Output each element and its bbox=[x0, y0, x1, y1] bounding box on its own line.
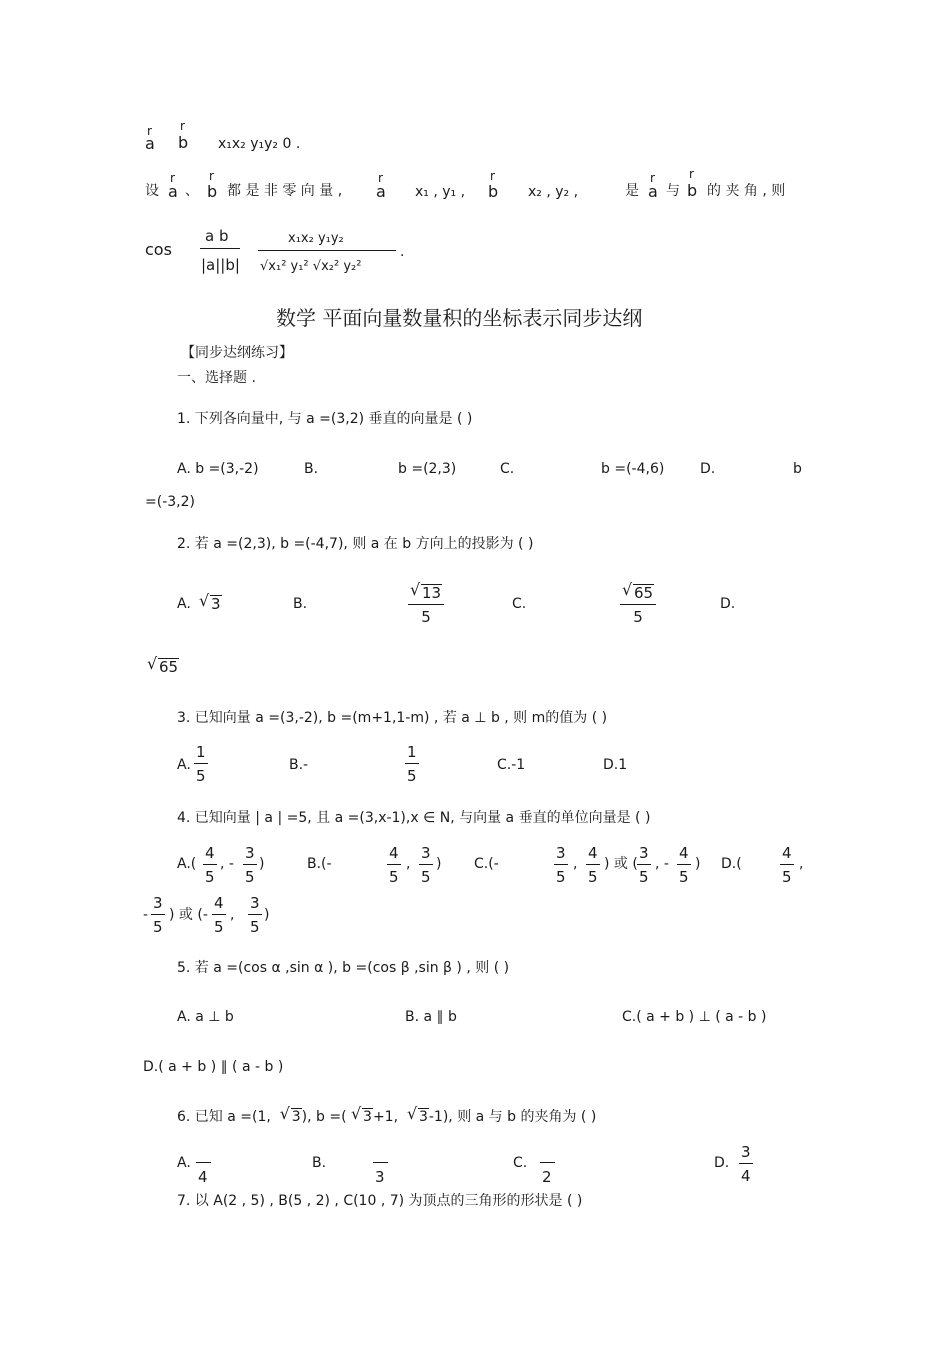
separator: , bbox=[406, 856, 411, 872]
question-6-option-b-label: B. bbox=[312, 1155, 327, 1171]
question-4-stem: 4. 已知向量 | a | =5, 且 a =(3,x-1),x ∈ N, 与向量 a 垂直的单位向量是 ( ) bbox=[177, 810, 651, 826]
question-2-option-b-label: B. bbox=[293, 596, 308, 612]
denominator: 5 bbox=[782, 868, 792, 886]
vector-arrow-marker: r bbox=[689, 167, 694, 181]
question-3-option-b-fraction bbox=[405, 745, 419, 784]
question-1-option-b-label: B. bbox=[304, 461, 319, 477]
denominator: 3 bbox=[375, 1168, 385, 1186]
vector-b: b bbox=[178, 133, 189, 152]
question-1-option-a: A. b =(3,-2) bbox=[177, 461, 259, 477]
question-1-option-b-value: b =(2,3) bbox=[398, 461, 457, 477]
question-3-stem: 3. 已知向量 a =(3,-2), b =(m+1,1-m) , 若 a ⊥ b , 则 m的值为 ( ) bbox=[177, 710, 608, 726]
question-4-option-d-label: D.( bbox=[721, 856, 742, 872]
question-6-option-c-label: C. bbox=[513, 1155, 528, 1171]
question-2-option-d-label: D. bbox=[720, 596, 736, 612]
question-1-option-d-value: b bbox=[793, 461, 802, 477]
vector-arrow-marker: r bbox=[180, 119, 185, 133]
question-6-option-d-fraction bbox=[739, 1145, 753, 1184]
numerator: 3 bbox=[554, 846, 568, 865]
denominator: 5 bbox=[196, 767, 206, 785]
separator: ) bbox=[436, 856, 442, 872]
radicand: 3 bbox=[418, 1109, 428, 1125]
question-1-option-c-label: C. bbox=[500, 461, 515, 477]
denominator: 5 bbox=[556, 868, 566, 886]
numerator: 4 bbox=[387, 846, 401, 865]
separator: ) 或 (- bbox=[169, 907, 208, 923]
fraction-bar bbox=[200, 248, 240, 249]
vector-a: a bbox=[648, 182, 658, 201]
separator: ) bbox=[695, 856, 701, 872]
vector-arrow-marker: r bbox=[170, 171, 175, 185]
denominator: 5 bbox=[214, 918, 224, 936]
cos-label: cos bbox=[145, 240, 172, 259]
vector-b: b bbox=[207, 182, 218, 201]
fraction bbox=[677, 846, 691, 885]
denominator: 5 bbox=[245, 868, 255, 886]
question-1-option-d-label: D. bbox=[700, 461, 716, 477]
numerator: 3 bbox=[739, 1145, 753, 1164]
fraction bbox=[586, 846, 600, 885]
coordinate-b: x₂ , y₂ , bbox=[528, 184, 579, 200]
numerator: 3 bbox=[637, 846, 651, 865]
numerator: 4 bbox=[586, 846, 600, 865]
separator: , - bbox=[655, 856, 669, 872]
radicand: 13 bbox=[422, 584, 442, 602]
radicand: 65 bbox=[159, 658, 179, 676]
separator: ) bbox=[259, 856, 265, 872]
question-2-option-c-fraction: √ 65 5 bbox=[620, 584, 656, 625]
fraction-bar bbox=[373, 1162, 388, 1163]
question-4-option-a-label: A.( bbox=[177, 856, 197, 872]
question-1-stem: 1. 下列各向量中, 与 a =(3,2) 垂直的向量是 ( ) bbox=[177, 411, 473, 427]
denominator: 5 bbox=[153, 918, 163, 936]
cos-denominator: |a||b| bbox=[201, 256, 240, 274]
fraction-bar bbox=[540, 1162, 555, 1163]
question-5-option-c: C.( a + b ) ⊥ ( a - b ) bbox=[622, 1009, 767, 1025]
coordinate-a: x₁ , y₁ , bbox=[415, 184, 466, 200]
vector-arrow-marker: r bbox=[209, 169, 214, 183]
fraction bbox=[419, 846, 433, 885]
numerator: 3 bbox=[151, 896, 165, 915]
question-6-stem: 6. 已知 a =(1, √ 3), b =( √ 3+1, √ 3-1), 则 a 与 b 的夹角为 ( ) bbox=[177, 1104, 597, 1125]
stem-part: 6. 已知 a =(1, bbox=[177, 1109, 271, 1125]
denominator: 2 bbox=[542, 1168, 552, 1186]
separator: , bbox=[799, 856, 804, 872]
intro-text: 与 bbox=[666, 183, 680, 199]
question-2-option-d-value: √ 65 bbox=[147, 654, 179, 676]
vector-a: a bbox=[168, 182, 178, 201]
fraction bbox=[203, 846, 217, 885]
numerator: 4 bbox=[203, 846, 217, 865]
fraction bbox=[212, 896, 226, 935]
question-5-option-a: A. a ⊥ b bbox=[177, 1009, 234, 1025]
intro-text: 都 是 非 零 向 量 , bbox=[227, 183, 343, 199]
question-4-option-b-label: B.(- bbox=[307, 856, 332, 872]
cos-denominator-coords: √x₁² y₁² √x₂² y₂² bbox=[260, 259, 362, 274]
numerator: 1 bbox=[194, 745, 208, 764]
denominator: 5 bbox=[421, 608, 431, 626]
numerator: 4 bbox=[677, 846, 691, 865]
numerator: 3 bbox=[419, 846, 433, 865]
numerator: 4 bbox=[212, 896, 226, 915]
question-4-option-c-label: C.(- bbox=[474, 856, 499, 872]
perpendicular-condition: x₁x₂ y₁y₂ 0 . bbox=[218, 136, 301, 152]
denominator: 5 bbox=[421, 868, 431, 886]
fraction-bar bbox=[196, 1162, 211, 1163]
separator: ) bbox=[264, 907, 270, 923]
fraction-bar bbox=[258, 250, 396, 251]
question-6-option-a-label: A. bbox=[177, 1155, 191, 1171]
vector-arrow-marker: r bbox=[147, 124, 152, 138]
fraction bbox=[554, 846, 568, 885]
intro-text: 的 夹 角 , 则 bbox=[707, 183, 786, 199]
intro-text: 是 bbox=[625, 183, 639, 199]
denominator: 4 bbox=[198, 1168, 208, 1186]
question-1-option-d-continued: =(-3,2) bbox=[145, 494, 195, 510]
numerator: 3 bbox=[248, 896, 262, 915]
radicand: 65 bbox=[634, 584, 654, 602]
intro-text: 设 bbox=[145, 183, 159, 199]
numerator: 1 bbox=[405, 745, 419, 764]
period: . bbox=[400, 244, 405, 260]
intro-text: 、 bbox=[185, 183, 199, 199]
fraction bbox=[151, 896, 165, 935]
vector-arrow-marker: r bbox=[378, 171, 383, 185]
question-3-option-b-label: B.- bbox=[289, 757, 309, 773]
separator: , - bbox=[220, 856, 234, 872]
question-3-option-a-label: A. bbox=[177, 757, 191, 773]
denominator: 4 bbox=[741, 1167, 751, 1185]
separator: - bbox=[143, 907, 149, 923]
denominator: 5 bbox=[639, 868, 649, 886]
separator: , bbox=[573, 856, 578, 872]
question-5-stem: 5. 若 a =(cos α ,sin α ), b =(cos β ,sin β ) , 则 ( ) bbox=[177, 960, 510, 976]
vector-a: a bbox=[376, 182, 386, 201]
numerator: 4 bbox=[780, 846, 794, 865]
question-3-option-a-fraction bbox=[194, 745, 208, 784]
radicand: 3 bbox=[363, 1109, 372, 1125]
denominator: 5 bbox=[679, 868, 689, 886]
section-type: 一、选择题 . bbox=[177, 370, 256, 386]
denominator: 5 bbox=[407, 767, 417, 785]
denominator: 5 bbox=[633, 608, 643, 626]
radicand: 3 bbox=[211, 595, 221, 613]
fraction bbox=[387, 846, 401, 885]
vector-b: b bbox=[687, 181, 698, 200]
stem-part: +1, bbox=[372, 1109, 399, 1125]
denominator: 5 bbox=[588, 868, 598, 886]
separator: , bbox=[230, 907, 235, 923]
question-5-option-b: B. a ∥ b bbox=[405, 1009, 457, 1025]
vector-arrow-marker: r bbox=[490, 169, 495, 183]
radicand: 3 bbox=[291, 1109, 301, 1125]
denominator: 5 bbox=[250, 918, 260, 936]
question-2-option-b-fraction: √ 13 5 bbox=[408, 584, 444, 625]
denominator: 5 bbox=[205, 868, 215, 886]
question-2-option-a-value: √ 3 bbox=[199, 591, 221, 613]
page-title: 数学 平面向量数量积的坐标表示同步达纲 bbox=[276, 306, 643, 330]
question-5-option-d: D.( a + b ) ∥ ( a - b ) bbox=[143, 1059, 284, 1075]
fraction bbox=[248, 896, 262, 935]
separator: ) 或 ( bbox=[604, 856, 638, 872]
fraction bbox=[780, 846, 794, 885]
vector-b: b bbox=[488, 182, 499, 201]
question-2-option-a-label: A. bbox=[177, 596, 191, 612]
question-3-option-c: C.-1 bbox=[497, 757, 526, 773]
stem-part: ), b =( bbox=[301, 1109, 347, 1125]
question-3-option-d: D.1 bbox=[603, 757, 628, 773]
denominator: 5 bbox=[389, 868, 399, 886]
cos-numerator: a b bbox=[205, 227, 229, 245]
cos-numerator-coords: x₁x₂ y₁y₂ bbox=[288, 231, 344, 246]
question-1-option-c-value: b =(-4,6) bbox=[601, 461, 665, 477]
stem-part: -1), 则 a 与 b 的夹角为 ( ) bbox=[428, 1109, 597, 1125]
numerator: 3 bbox=[243, 846, 257, 865]
fraction bbox=[637, 846, 651, 885]
fraction bbox=[243, 846, 257, 885]
question-2-stem: 2. 若 a =(2,3), b =(-4,7), 则 a 在 b 方向上的投影为 ( ) bbox=[177, 536, 534, 552]
vector-a: a bbox=[145, 134, 155, 153]
question-7-stem: 7. 以 A(2 , 5) , B(5 , 2) , C(10 , 7) 为顶点的三角形的形状是 ( ) bbox=[177, 1193, 583, 1209]
section-label: 【同步达纲练习】 bbox=[181, 345, 293, 361]
question-2-option-c-label: C. bbox=[512, 596, 527, 612]
vector-arrow-marker: r bbox=[650, 171, 655, 185]
question-6-option-d-label: D. bbox=[714, 1155, 730, 1171]
